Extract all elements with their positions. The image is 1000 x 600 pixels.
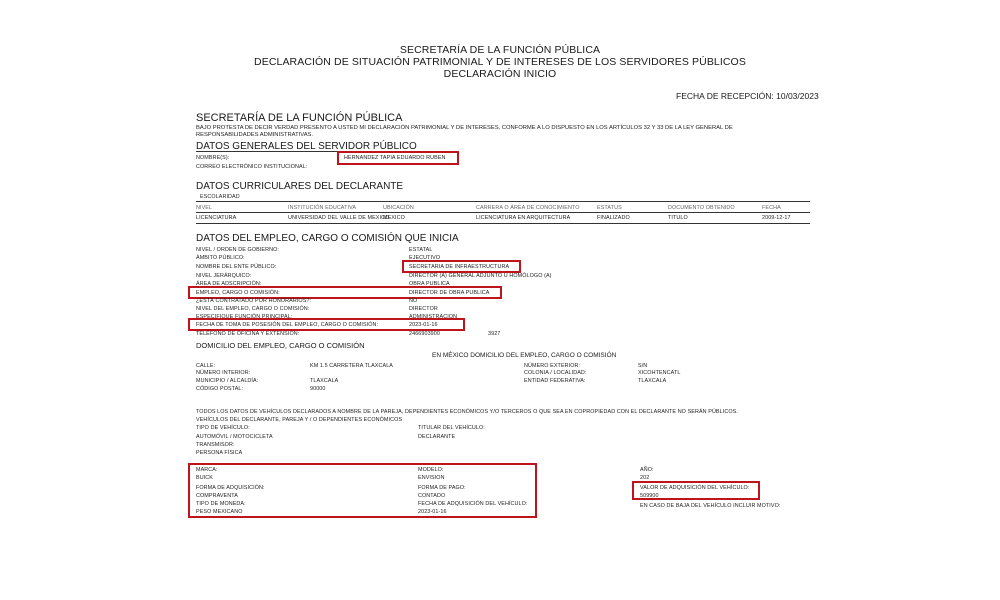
titular-label: TITULAR DEL VEHÍCULO: [418, 425, 485, 431]
empleo-title: DATOS DEL EMPLEO, CARGO O COMISIÓN QUE INICIA [196, 233, 459, 244]
table-bottom-border [196, 223, 810, 224]
colonia-label: COLONIA / LOCALIDAD: [524, 370, 587, 376]
col-carrera: CARRERA O ÁREA DE CONOCIMIENTO [476, 205, 580, 211]
empleo-value-8: ADMINISTRACION [409, 314, 458, 320]
empleo-value-0: ESTATAL [409, 247, 433, 253]
entidad-value: TLAXCALA [638, 378, 667, 384]
empleo-value-6: NO [409, 298, 418, 304]
forma-pago-label: FORMA DE PAGO: [418, 485, 466, 491]
empleo-value-7: DIRECTOR [409, 306, 438, 312]
row-nivel: LICENCIATURA [196, 215, 237, 221]
baja-label: EN CASO DE BAJA DEL VEHÍCULO INCLUIR MOTIVO: [640, 503, 781, 509]
cp-value: 90000 [310, 386, 326, 392]
col-estatus: ESTATUS [597, 205, 622, 211]
nombre-label: NOMBRE(S): [196, 155, 230, 161]
empleo-label-8: ESPECIFIQUE FUNCIÓN PRINCIPAL: [196, 314, 293, 320]
row-estatus: FINALIZADO [597, 215, 630, 221]
empleo-label-9: FECHA DE TOMA DE POSESIÓN DEL EMPLEO, CARGO O COMISIÓN: [196, 322, 379, 328]
anio-label: AÑO: [640, 467, 654, 473]
highlight-box [337, 151, 459, 165]
col-documento: DOCUMENTO OBTENIDO [668, 205, 735, 211]
doc-header-line1: SECRETARÍA DE LA FUNCIÓN PÚBLICA [399, 44, 601, 56]
empleo-value-4: OBRA PUBLICA [409, 281, 450, 287]
empleo-label-6: ¿ESTÁ CONTRATADO POR HONORARIOS?: [196, 298, 312, 304]
empleo-label-7: NIVEL DEL EMPLEO, CARGO O COMISIÓN: [196, 306, 310, 312]
modelo-label: MODELO: [418, 467, 444, 473]
tipo-vehiculo-value: AUTOMÓVIL / MOTOCICLETA [196, 434, 273, 440]
highlight-box [402, 260, 521, 273]
num-int-label: NÚMERO INTERIOR: [196, 370, 251, 376]
protesta-line2: RESPONSABILIDADES ADMINISTRATIVAS. [196, 132, 314, 138]
empleo-label-10: TELÉFONO DE OFICINA Y EXTENSIÓN: [196, 331, 300, 337]
empleo-label-3: NIVEL JERÁRQUICO: [196, 273, 252, 279]
col-fecha: FECHA [762, 205, 781, 211]
forma-adq-value: COMPRAVENTA [196, 493, 238, 499]
fecha-adq-label: FECHA DE ADQUISICIÓN DEL VEHÍCULO: [418, 501, 528, 507]
calle-label: CALLE: [196, 363, 216, 369]
cp-label: CÓDIGO POSTAL: [196, 386, 244, 392]
marca-value: BUICK [196, 475, 213, 481]
empleo-label-1: ÁMBITO PÚBLICO: [196, 255, 245, 261]
empleo-value-2: SECRETARIA DE INFRAESTRUCTURA [409, 264, 510, 270]
marca-label: MARCA: [196, 467, 218, 473]
empleo-label-0: NIVEL / ORDEN DE GOBIERNO: [196, 247, 279, 253]
municipio-value: TLAXCALA [310, 378, 339, 384]
table-header-border [196, 212, 810, 213]
escolaridad-label: ESCOLARIDAD [200, 194, 240, 200]
row-documento: TITULO [668, 215, 688, 221]
valor-value: 509900 [640, 493, 659, 499]
empleo-value-5: DIRECTOR DE OBRA PUBLICA [409, 290, 490, 296]
doc-header-line3: DECLARACIÓN INICIO [443, 68, 557, 80]
datos-generales-title: DATOS GENERALES DEL SERVIDOR PÚBLICO [196, 141, 417, 152]
row-fecha: 2009-12-17 [762, 215, 791, 221]
anio-value: 202 [640, 475, 650, 481]
valor-label: VALOR DE ADQUISICIÓN DEL VEHÍCULO: [640, 485, 750, 491]
fecha-recepcion: FECHA DE RECEPCIÓN: 10/03/2023 [676, 91, 819, 101]
curriculares-title: DATOS CURRICULARES DEL DECLARANTE [196, 181, 404, 192]
forma-adq-label: FORMA DE ADQUISICIÓN: [196, 485, 265, 491]
calle-value: KM 1.5 CARRETERA TLAXCALA [310, 363, 393, 369]
row-institucion: UNIVERSIDAD DEL VALLE DE MEXICO [288, 215, 390, 221]
moneda-label: TIPO DE MONEDA: [196, 501, 246, 507]
fecha-adq-value: 2023-01-16 [418, 509, 447, 515]
forma-pago-value: CONTADO [418, 493, 446, 499]
empleo-label-2: NOMBRE DEL ENTE PÚBLICO: [196, 264, 277, 270]
col-institucion: INSTITUCIÓN EDUCATIVA [288, 205, 357, 211]
correo-label: CORREO ELECTRÓNICO INSTITUCIONAL: [196, 164, 308, 170]
colonia-value: XICOHTENCATL [638, 370, 681, 376]
empleo-extension: 3927 [488, 331, 501, 337]
num-ext-value: S/N [638, 363, 648, 369]
protesta-line1: BAJO PROTESTA DE DECIR VERDAD PRESENTO A USTED MI DECLARACIÓN PATRIMONIAL Y DE INTERESES, CONFORME A LO DISPUESTO EN LOS ARTÍCULOS 32 Y 33 DE LA LEY GENERAL DE [196, 125, 733, 131]
titular-value: DECLARANTE [418, 434, 456, 440]
modelo-value: ENVISION [418, 475, 445, 481]
entidad-label: ENTIDAD FEDERATIVA: [524, 378, 586, 384]
empleo-value-3: DIRECTOR (A) GENERAL ADJUNTO U HOMÓLOGO (A) [409, 273, 552, 279]
highlight-box [188, 318, 465, 331]
row-ubicacion: MEXICO [383, 215, 405, 221]
empleo-label-5: EMPLEO, CARGO O COMISIÓN: [196, 290, 280, 296]
domicilio-subtitle: EN MÉXICO DOMICILIO DEL EMPLEO, CARGO O COMISIÓN [432, 352, 617, 359]
empleo-label-4: ÁREA DE ADSCRIPCIÓN: [196, 281, 262, 287]
municipio-label: MUNICIPIO / ALCALDÍA: [196, 378, 259, 384]
doc-header-line2: DECLARACIÓN DE SITUACIÓN PATRIMONIAL Y DE INTERESES DE LOS SERVIDORES PÚBLICOS [254, 56, 746, 68]
intro-title: SECRETARÍA DE LA FUNCIÓN PÚBLICA [196, 112, 403, 124]
col-nivel: NIVEL [196, 205, 213, 211]
vehiculos-title: VEHÍCULOS DEL DECLARANTE, PAREJA Y / O DEPENDIENTES ECONÓMICOS [196, 417, 403, 423]
nombre-value: HERNANDEZ TAPIA EDUARDO RUBEN [344, 155, 446, 161]
empleo-value-10: 2466903900 [409, 331, 440, 337]
col-ubicacion: UBICACIÓN [383, 205, 414, 211]
moneda-value: PESO MEXICANO [196, 509, 243, 515]
domicilio-title: DOMICILIO DEL EMPLEO, CARGO O COMISIÓN [196, 341, 365, 350]
empleo-value-9: 2023-01-16 [409, 322, 438, 328]
transmisor-label: TRANSMISOR: [196, 442, 235, 448]
num-ext-label: NÚMERO EXTERIOR: [524, 363, 581, 369]
row-carrera: LICENCIATURA EN ARQUITECTURA [476, 215, 571, 221]
transmisor-value: PERSONA FÍSICA [196, 450, 243, 456]
vehiculos-nota: TODOS LOS DATOS DE VEHÍCULOS DECLARADOS A NOMBRE DE LA PAREJA, DEPENDIENTES ECONÓMICOS Y/O TERCEROS O QUE SEA EN COPROPIEDAD CON EL DECLARANTE NO SERÁN PÚBLICOS. [196, 409, 738, 415]
highlight-box [632, 481, 760, 500]
tipo-vehiculo-label: TIPO DE VEHÍCULO: [196, 425, 250, 431]
empleo-value-1: EJECUTIVO [409, 255, 441, 261]
table-top-border [196, 201, 810, 202]
